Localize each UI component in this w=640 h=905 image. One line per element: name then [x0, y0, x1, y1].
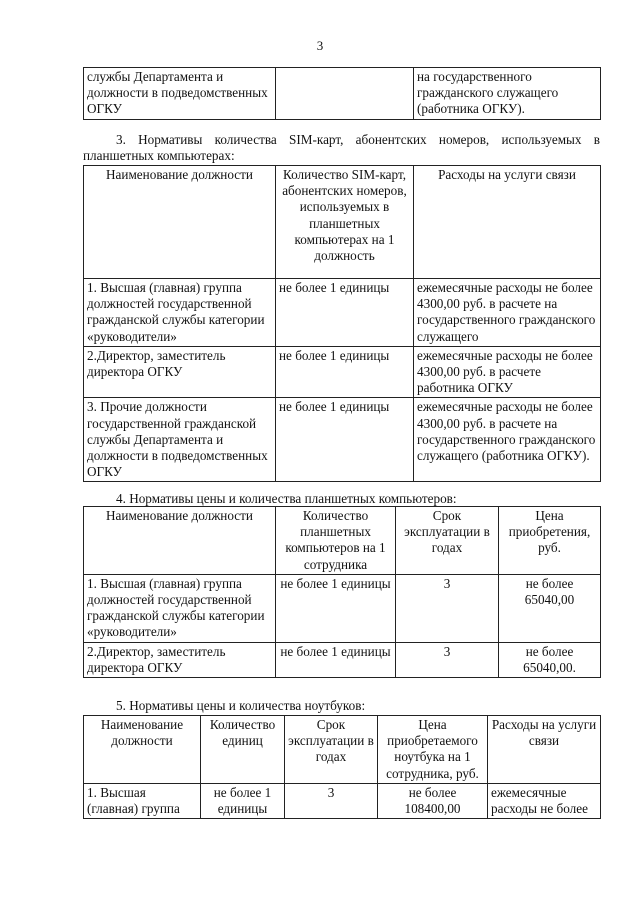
tablets-table [83, 506, 601, 678]
page-number: 3 [316, 38, 324, 53]
cell-expenses: на государственного гражданского служащего (работника ОГКУ). [414, 68, 601, 120]
section3-heading-line2: планшетных компьютерах: [83, 148, 235, 163]
laptops-table [83, 715, 601, 819]
cell-position: 1. Высшая (главная) группа должностей государственной гражданской службы категории «руководители» [84, 574, 276, 642]
cell-position: 2.Директор, заместитель директора ОГКУ [84, 346, 276, 398]
cell-position: службы Департамента и должности в подведомственных ОГКУ [84, 68, 276, 120]
cell-quantity: не более 1 единицы [276, 642, 396, 677]
cell-quantity [276, 68, 414, 120]
header-term: Срок эксплуатации в годах [285, 716, 378, 784]
cell-position: 1. Высшая (главная) группа должностей государственной гражданской службы категории «руководители» [84, 279, 276, 347]
header-quantity: Количество SIM-карт, абонентских номеров, используемых в планшетных компьютерах на 1 должность [276, 166, 414, 279]
header-price: Цена приобретения, руб. [499, 507, 601, 575]
table-row [84, 346, 601, 398]
header-position: Наименование должности [84, 716, 201, 784]
header-position: Наименование должности [84, 166, 276, 279]
table-row [84, 574, 601, 642]
header-price: Цена приобретаемого ноутбука на 1 сотрудника, руб. [378, 716, 488, 784]
cell-position: 1. Высшая (главная) группа [84, 783, 201, 818]
table-row [84, 783, 601, 818]
cell-position: 2.Директор, заместитель директора ОГКУ [84, 642, 276, 677]
cell-quantity: не более 1 единицы [276, 346, 414, 398]
cell-price: не более 65040,00 [499, 574, 601, 642]
cell-quantity: не более 1 единицы [276, 398, 414, 482]
header-expenses: Расходы на услуги связи [414, 166, 601, 279]
section3-heading-line1: 3. Нормативы количества SIM-карт, абонентских номеров, используемых в [116, 132, 600, 147]
table-header-row [84, 507, 601, 575]
table-row [84, 642, 601, 677]
cell-quantity: не более 1 единицы [276, 574, 396, 642]
header-quantity: Количество планшетных компьютеров на 1 сотрудника [276, 507, 396, 575]
cell-quantity: не более 1 единицы [276, 279, 414, 347]
section4-heading: 4. Нормативы цены и количества планшетных компьютеров: [116, 491, 457, 506]
cell-quantity: не более 1 единицы [201, 783, 285, 818]
sim-cards-table [83, 165, 601, 482]
header-quantity: Количество единиц [201, 716, 285, 784]
section5-heading: 5. Нормативы цены и количества ноутбуков: [116, 698, 366, 713]
table-row [84, 68, 601, 120]
cell-price: не более 108400,00 [378, 783, 488, 818]
header-term: Срок эксплуатации в годах [396, 507, 499, 575]
cell-expenses: ежемесячные расходы не более 4300,00 руб. в расчете на государственного гражданского служащего (работника ОГКУ). [414, 398, 601, 482]
cell-expenses: ежемесячные расходы не более 4300,00 руб. в расчете работника ОГКУ [414, 346, 601, 398]
table-header-row [84, 716, 601, 784]
table-header-row [84, 166, 601, 279]
cell-term: 3 [285, 783, 378, 818]
cell-expenses: ежемесячные расходы не более 4300,00 руб. в расчете на государственного гражданского служащего [414, 279, 601, 347]
cell-term: 3 [396, 642, 499, 677]
cell-term: 3 [396, 574, 499, 642]
table-row [84, 279, 601, 347]
header-expenses: Расходы на услуги связи [488, 716, 601, 784]
cell-expenses: ежемесячные расходы не более [488, 783, 601, 818]
table-row [84, 398, 601, 482]
cell-price: не более 65040,00. [499, 642, 601, 677]
continued-table [83, 67, 601, 120]
cell-position: 3. Прочие должности государственной гражданской службы Департамента и должности в подведомственных ОГКУ [84, 398, 276, 482]
header-position: Наименование должности [84, 507, 276, 575]
